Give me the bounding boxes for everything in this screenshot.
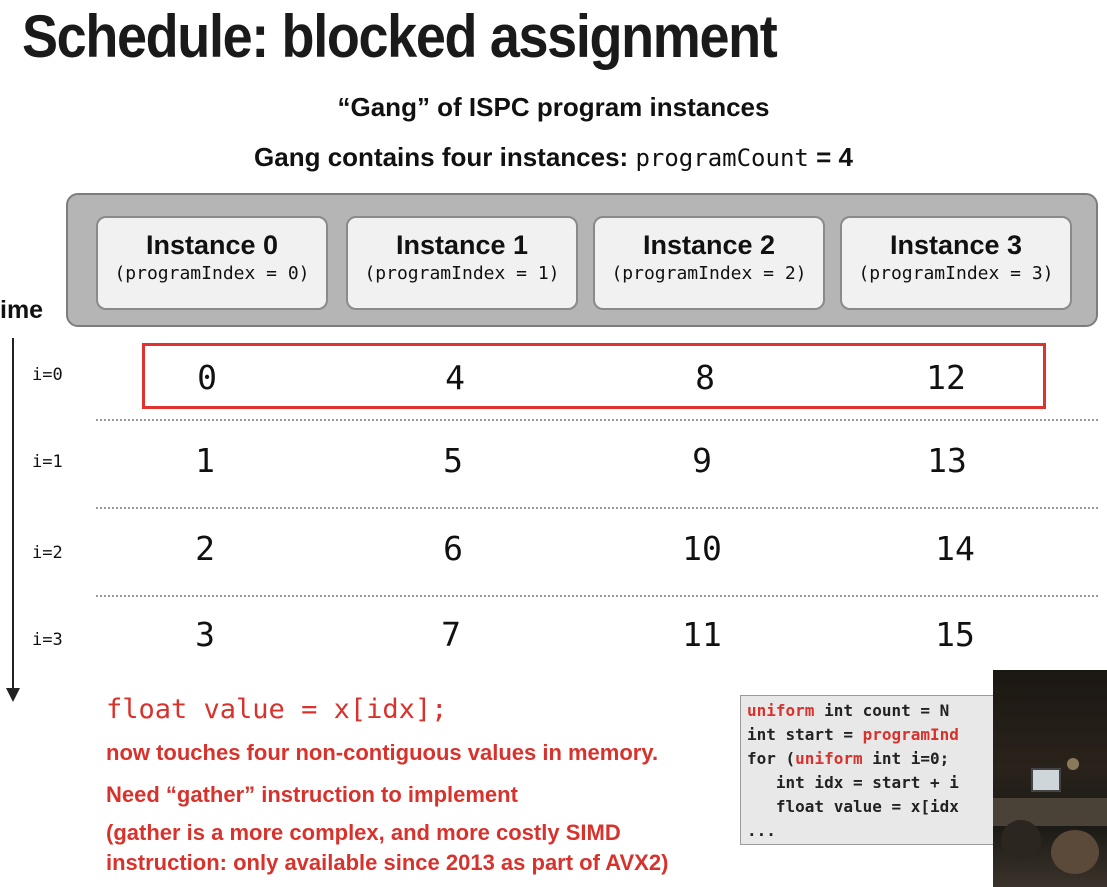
code-line-6: ... (747, 821, 776, 840)
lecture-video-inset (993, 670, 1107, 887)
cell-1-0: 1 (195, 441, 215, 480)
instance-2-name: Instance 2 (642, 230, 776, 260)
row-label-0: i=0 (32, 365, 63, 385)
time-arrow-icon (6, 688, 20, 702)
time-axis-line (12, 338, 14, 690)
instance-3-box (840, 216, 1072, 310)
cell-2-0: 2 (195, 529, 215, 568)
note-line-1: now touches four non-contiguous values in memory. (106, 740, 659, 765)
gang-subtitle: “Gang” of ISPC program instances (337, 92, 770, 122)
code-keyword: uniform (747, 701, 815, 720)
gang-count-subtitle (0, 142, 1107, 173)
row-label-2: i=2 (32, 543, 63, 563)
slide-title: Schedule: blocked assignment (22, 3, 777, 70)
row-label-1: i=1 (32, 452, 63, 472)
cell-0-2: 8 (695, 358, 715, 397)
cell-0-0: 0 (197, 358, 217, 397)
video-audience-head (1001, 820, 1041, 860)
code-line-1 (747, 699, 1033, 723)
instance-3-name: Instance 3 (889, 230, 1023, 260)
row-separator (96, 507, 1098, 509)
cell-1-2: 9 (692, 441, 712, 480)
subtitle-prefix: Gang contains four instances: (254, 142, 636, 172)
cell-2-1: 6 (443, 529, 463, 568)
code-keyword: uniform (795, 749, 863, 768)
instance-0-box (96, 216, 328, 310)
cell-2-2: 10 (682, 529, 722, 568)
note-line-4: instruction: only available since 2013 as part of AVX2) (106, 850, 669, 875)
cell-3-1: 7 (441, 615, 461, 654)
instance-1-index: (programIndex = 1) (364, 263, 560, 284)
time-axis-label: ime (0, 296, 44, 324)
cell-0-1: 4 (445, 358, 465, 397)
code-line-4: int idx = start + i (747, 773, 959, 792)
cell-3-3: 15 (935, 615, 975, 654)
cell-2-3: 14 (935, 529, 975, 568)
video-lamp (1067, 758, 1079, 770)
subtitle-suffix: = 4 (808, 142, 853, 172)
cell-1-1: 5 (443, 441, 463, 480)
code-line-2 (747, 723, 1033, 747)
note-line-2: Need “gather” instruction to implement (106, 782, 518, 807)
code-text: int start = (747, 725, 863, 744)
gather-code-line: float value = x[idx]; (106, 694, 448, 725)
row-label-3: i=3 (32, 630, 63, 650)
program-count-code: programCount (635, 144, 809, 172)
video-audience-head (1051, 830, 1099, 874)
instance-2-box (593, 216, 825, 310)
code-text: int count = N (814, 701, 950, 720)
code-keyword: programInd (862, 725, 959, 744)
code-text: for ( (747, 749, 796, 768)
cell-0-3: 12 (926, 358, 966, 397)
video-monitor-icon (1031, 768, 1061, 792)
instance-0-name: Instance 0 (145, 230, 279, 260)
cell-1-3: 13 (927, 441, 967, 480)
code-line-3 (747, 747, 1033, 771)
cell-3-0: 3 (195, 615, 215, 654)
code-text: int i=0; (862, 749, 950, 768)
instance-3-index: (programIndex = 3) (858, 263, 1054, 284)
instance-1-name: Instance 1 (395, 230, 529, 260)
row-separator (96, 419, 1098, 421)
instance-0-index: (programIndex = 0) (114, 263, 310, 284)
cell-3-2: 11 (682, 615, 722, 654)
code-line-5: float value = x[idx (747, 797, 959, 816)
instance-2-index: (programIndex = 2) (611, 263, 807, 284)
note-line-3: (gather is a more complex, and more costly SIMD (106, 820, 621, 845)
instance-1-box (346, 216, 578, 310)
row-separator (96, 595, 1098, 597)
